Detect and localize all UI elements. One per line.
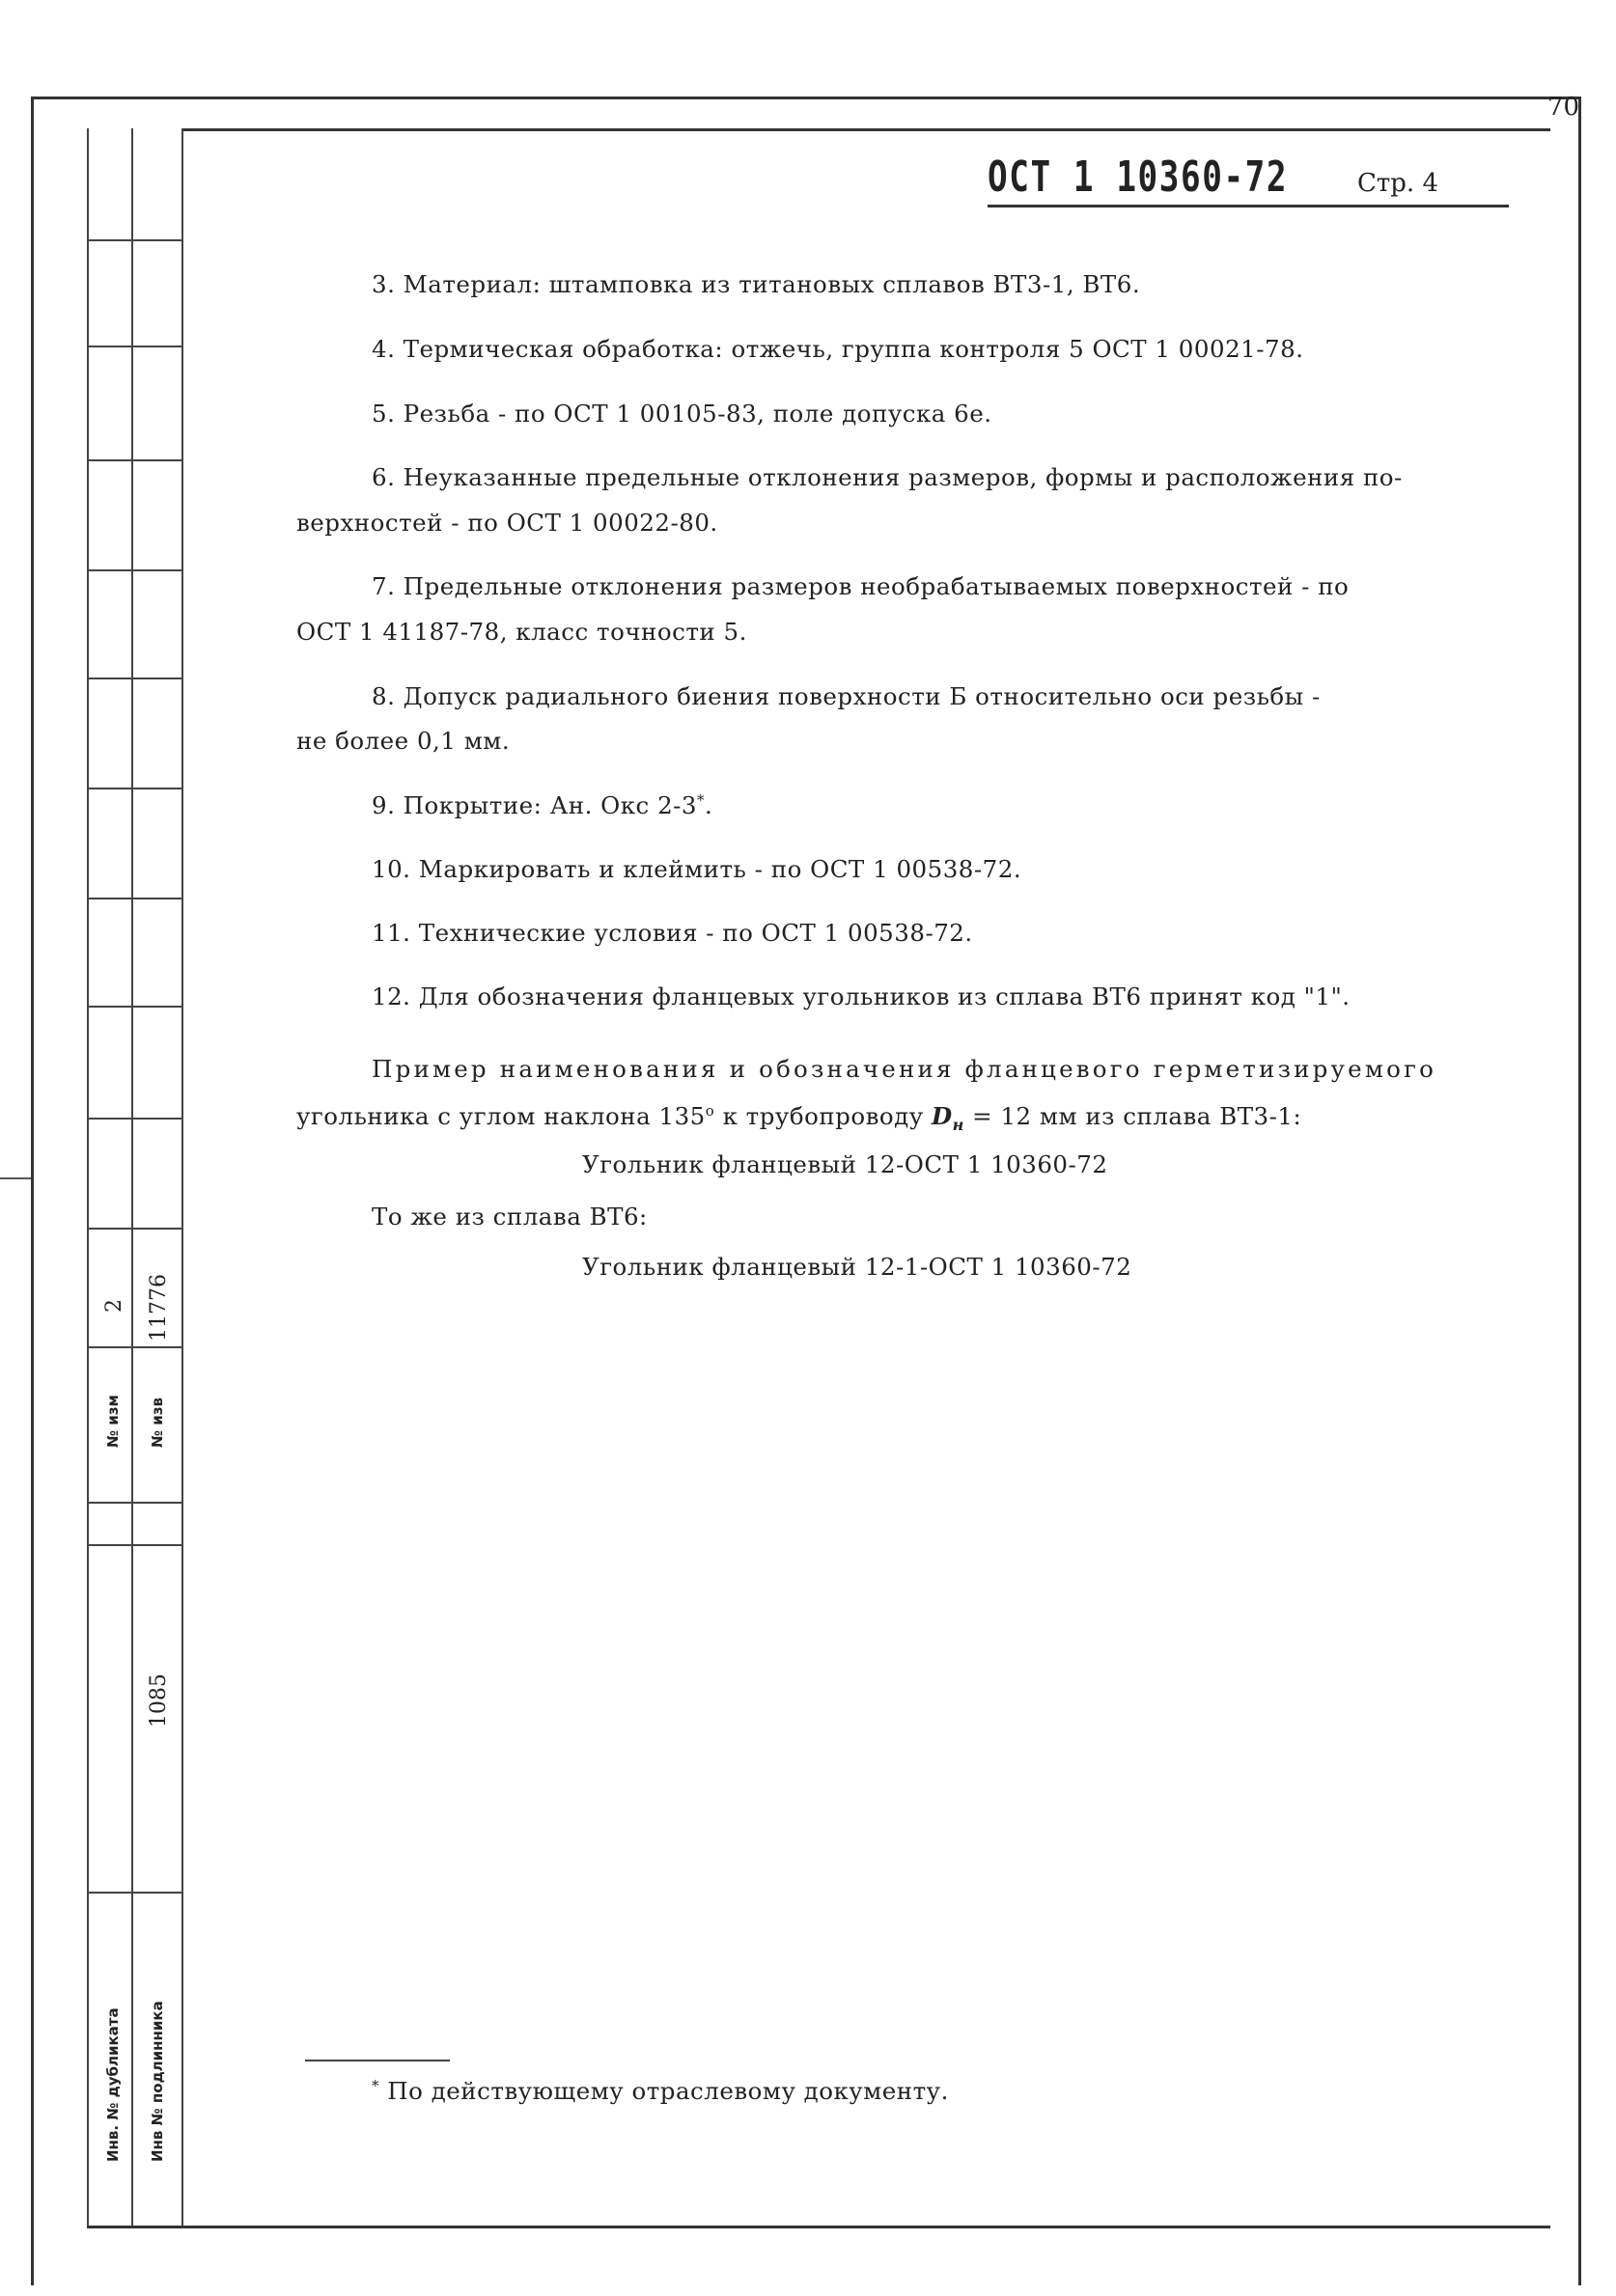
strip-cell-line (87, 678, 181, 679)
example-line2-c: = 12 мм из сплава ВТ3-1: (963, 1102, 1302, 1131)
page-label: Стр. 4 (1357, 169, 1438, 198)
clause-9-text: 9. Покрытие: Ан. Окс 2-3 (372, 791, 698, 820)
clause-3: 3. Материал: штамповка из титановых сплавов ВТ3-1, ВТ6. (372, 270, 1141, 298)
footnote-asterisk: * (372, 2077, 379, 2094)
clause-8-line2: не более 0,1 мм. (296, 727, 511, 755)
strip-left-border (87, 128, 89, 2226)
strip-right-border (181, 128, 183, 2226)
strip-cell-line (87, 1118, 181, 1120)
clause-9-end: . (705, 791, 713, 820)
clause-9-asterisk: * (697, 791, 706, 809)
strip-cell-line (87, 1502, 181, 1504)
strip-cell-line (87, 1544, 181, 1546)
diameter-subscript: н (952, 1116, 964, 1135)
strip-cell-line (87, 239, 181, 241)
clause-8-line1: 8. Допуск радиального биения поверхности Б относительно оси резьбы - (372, 682, 1321, 710)
strip-cell-line (87, 1346, 181, 1348)
sheet-number: 70 (1546, 93, 1579, 122)
example-line2-a: угольника с углом наклона 135 (296, 1102, 706, 1131)
designation-2: Угольник фланцевый 12-1-ОСТ 1 10360-72 (582, 1253, 1132, 1281)
document-code-underline (988, 205, 1509, 207)
footnote-text: По действующему отраслевому документу. (387, 2077, 949, 2106)
clause-7-line1: 7. Предельные отклонения размеров необрабатываемых поверхностей - по (372, 572, 1350, 600)
clause-12: 12. Для обозначения фланцевых угольников из сплава ВТ6 принят код "1". (372, 982, 1351, 1010)
original-inventory-value: 1085 (147, 1674, 171, 1728)
clause-5: 5. Резьба - по ОСТ 1 00105-83, поле допуска 6е. (372, 400, 992, 428)
strip-cell-line (87, 346, 181, 347)
main-frame-bottom (87, 2226, 1550, 2228)
example-line2 (296, 1102, 1301, 1134)
footnote-rule (305, 2060, 450, 2061)
strip-cell-line (87, 898, 181, 899)
strip-cell-line (87, 1006, 181, 1008)
strip-cell-line (87, 1228, 181, 1230)
clause-7-line2: ОСТ 1 41187-78, класс точности 5. (296, 618, 747, 646)
clause-6-line1: 6. Неуказанные предельные отклонения размеров, формы и расположения по- (372, 463, 1403, 491)
clause-10: 10. Маркировать и клеймить - по ОСТ 1 00538-72. (372, 855, 1022, 883)
document-code: ОСТ 1 10360-72 (988, 152, 1289, 202)
strip-cell-line (87, 788, 181, 789)
same-from-alloy: То же из сплава ВТ6: (372, 1203, 648, 1231)
clause-11: 11. Технические условия - по ОСТ 1 00538-72. (372, 919, 973, 947)
strip-cell-line (87, 1892, 181, 1894)
footnote (372, 2077, 949, 2105)
degree-mark: o (705, 1102, 715, 1120)
strip-divider (131, 128, 133, 2226)
strip-cell-line (87, 459, 181, 461)
duplicate-inventory-label: Инв. № дубликата (104, 2007, 122, 2162)
change-no-value: 2 (102, 1299, 126, 1313)
clause-9 (372, 791, 712, 819)
original-inventory-label: Инв № подлинника (149, 2001, 166, 2162)
clause-4: 4. Термическая обработка: отжечь, группа контроля 5 ОСТ 1 00021-78. (372, 335, 1304, 363)
change-no-label: № изм (104, 1395, 122, 1448)
example-line2-b: к трубопроводу (714, 1102, 932, 1131)
diameter-symbol: D (931, 1102, 953, 1131)
designation-1: Угольник фланцевый 12-ОСТ 1 10360-72 (582, 1150, 1108, 1178)
notice-no-label: № изв (149, 1397, 166, 1448)
notice-no-value: 11776 (147, 1274, 171, 1342)
strip-cell-line (87, 569, 181, 571)
main-frame-top (181, 128, 1550, 131)
example-line1: Пример наименования и обозначения фланцевого герметизируемого (372, 1055, 1437, 1083)
edge-mark (0, 1177, 31, 1179)
clause-6-line2: верхностей - по ОСТ 1 00022-80. (296, 509, 718, 537)
